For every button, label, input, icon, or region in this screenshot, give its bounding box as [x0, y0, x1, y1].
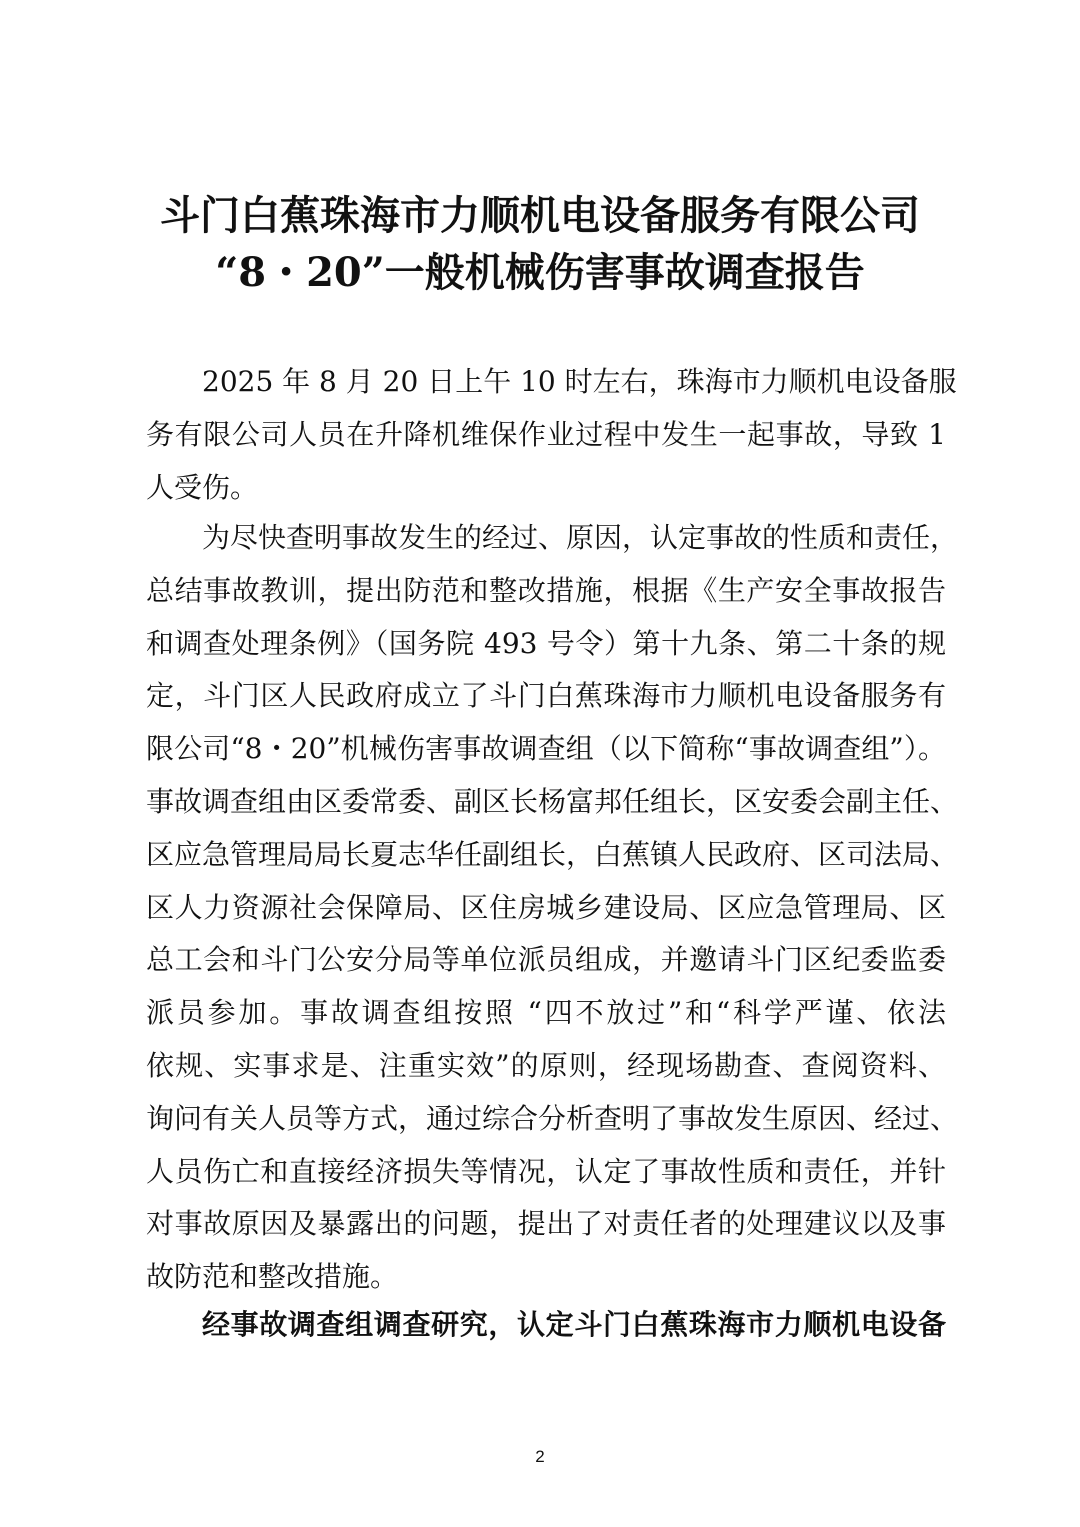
paragraph-incident-summary [146, 356, 957, 514]
text-line: 依规、实事求是、注重实效”的原则，经现场勘查、查阅资料、 [146, 1048, 946, 1082]
text-line: 总工会和斗门公安分局等单位派员组成，并邀请斗门区纪委监委 [146, 943, 946, 977]
text-line: 区应急管理局局长夏志华任副组长，白蕉镇人民政府、区司法局、 [146, 837, 959, 871]
text-line: 人员伤亡和直接经济损失等情况，认定了事故性质和责任，并针 [146, 1154, 946, 1188]
text-line: 务有限公司人员在升降机维保作业过程中发生一起事故，导致 1 [146, 417, 946, 451]
text-line: 询问有关人员等方式，通过综合分析查明了事故发生原因、经过、 [146, 1101, 959, 1135]
paragraph-investigation-team [146, 512, 959, 1304]
text-line: 事故调查组由区委常委、副区长杨富邦任组长，区安委会副主任、 [146, 784, 959, 818]
paragraph-conclusion [146, 1299, 946, 1352]
text-line: 派员参加。事故调查组按照 “四不放过”和“科学严谨、依法 [146, 996, 946, 1030]
text-line: 限公司“8・20”机械伤害事故调查组（以下简称“事故调查组”）。 [146, 732, 946, 766]
text-line: 和调查处理条例》（国务院 493 号令）第十九条、第二十条的规 [146, 626, 946, 660]
text-line: 经事故调查组调查研究，认定斗门白蕉珠海市力顺机电设备 [202, 1308, 946, 1341]
text-line: 总结事故教训，提出防范和整改措施，根据《生产安全事故报告 [146, 573, 946, 607]
text-line: 对事故原因及暴露出的问题，提出了对责任者的处理建议以及事 [146, 1207, 946, 1241]
text-line: 定，斗门区人民政府成立了斗门白蕉珠海市力顺机电设备服务有 [146, 679, 946, 713]
page-number: 2 [535, 1447, 545, 1466]
text-line: 故防范和整改措施。 [146, 1260, 399, 1294]
text-line: 2025 年 8 月 20 日上午 10 时左右，珠海市力顺机电设备服 [202, 365, 957, 398]
report-title-line-2: “8・20”一般机械伤害事故调查报告 [215, 249, 865, 296]
text-line: 为尽快查明事故发生的经过、原因，认定事故的性质和责任， [202, 521, 959, 554]
report-title-line-1: 斗门白蕉珠海市力顺机电设备服务有限公司 [160, 192, 920, 239]
text-line: 人受伤。 [146, 470, 259, 504]
text-line: 区人力资源社会保障局、区住房城乡建设局、区应急管理局、区 [146, 890, 946, 924]
